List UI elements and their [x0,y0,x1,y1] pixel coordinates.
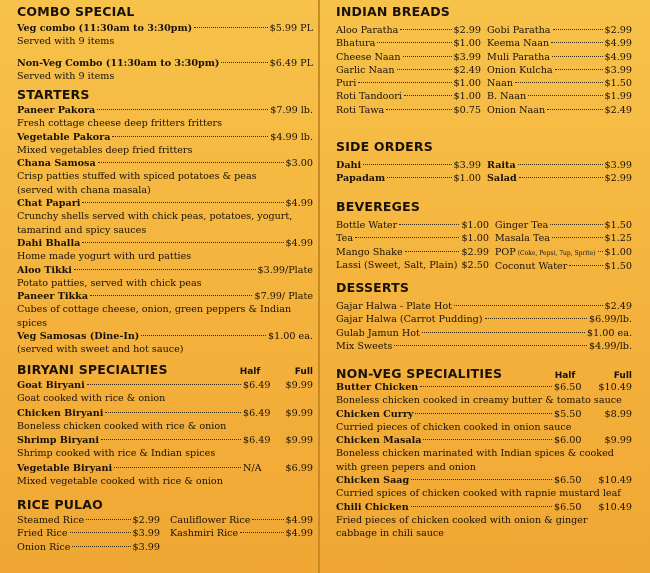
leader-dots [411,506,552,507]
item-desc: Crisp patties stuffed with spiced potatoes & peas [17,171,257,183]
menu-item [17,462,313,475]
item-price: $2.99 [461,246,489,258]
menu-item [17,290,313,303]
item-price: $2.49 [604,104,632,116]
leader-dots [423,439,552,440]
item-name: Shrimp Biryani [17,435,100,447]
menu-item [17,541,160,554]
item-desc: Mixed vegetables deep fried fritters [17,144,193,156]
item-full-price: $8.99 [604,408,632,420]
item-name: Tea [336,233,354,245]
leader-dots [553,29,603,30]
item-desc: Goat cooked with rice & onion [17,393,166,405]
item-name: Paneer Tikka [17,291,89,303]
item-name: Coconut Water [494,260,568,272]
leader-dots [252,519,283,520]
menu-item [495,232,632,245]
item-name: Lassi (Sweet, Salt, Plain) [336,259,458,271]
menu-item [336,300,632,313]
item-name: Muli Paratha [487,51,550,63]
item-price: $1.00 [461,233,489,245]
item-name: Mix Sweets [336,340,393,352]
item-name: Vegetable Pakora [17,131,111,143]
leader-dots [98,162,284,163]
item-full-price: $10.49 [598,382,632,393]
menu-item [336,104,481,117]
leader-dots [90,295,252,296]
leader-dots [519,177,603,178]
menu-item [487,24,632,37]
leader-dots [411,479,552,480]
item-desc: Boneless chicken marinated with Indian spices & cooked [336,448,614,460]
item-desc: Fried pieces of chicken cooked with onion & ginger [336,514,588,526]
item-name: Chicken Masala [336,435,422,447]
leader-dots [387,177,451,178]
leader-dots [598,251,603,252]
beverages-section [336,199,632,273]
item-desc: (served with chana masala) [17,184,151,196]
full-header: Full [613,371,632,381]
section-title: BEVEREGES [336,199,421,214]
menu-item [336,501,632,514]
leader-dots [550,224,602,225]
leader-dots [74,269,256,270]
leader-dots [194,27,267,28]
item-name: Onion Kulcha [487,64,553,76]
item-price: $1.99 [604,91,632,103]
item-name: Keema Naan [487,38,550,50]
item-name: Vegetable Biryani [17,462,113,474]
item-price: $2.99 [604,173,632,185]
item-price: $5.99 PL [269,23,313,34]
item-name: Mango Shake [336,246,403,258]
item-price: $4.99 [604,51,632,63]
starters-section [17,87,313,357]
item-half-price: $6.49 [243,407,271,419]
item-full-price: $9.99 [285,407,313,419]
item-price: $3.99 [132,541,160,553]
item-name: Roti Tawa [336,104,385,116]
menu-item [336,434,632,447]
item-price: $1.50 [604,220,632,231]
item-full-price: $6.99 [285,462,313,474]
item-price: $4.99 [604,38,632,50]
item-half-price: N/A [243,462,262,474]
leader-dots [420,386,552,387]
item-price: $4.99 [285,515,313,526]
menu-item [336,77,481,90]
menu-item [336,408,632,421]
item-name: Kashmiri Rice [170,528,239,540]
item-desc: Boneless chicken cooked with rice & onion [17,420,227,432]
menu-item [487,37,632,50]
item-price: $2.49 [604,301,632,312]
column-divider [318,0,320,573]
non-veg-section [336,365,632,541]
item-name: Gajar Halwa - Plate Hot [336,301,452,312]
leader-dots [405,251,460,252]
menu-item [487,159,632,172]
item-name: Gobi Paratha [487,25,551,36]
menu-item [495,246,632,260]
leader-dots [518,164,603,165]
item-name: Butter Chicken [336,382,419,393]
item-name: Masala Tea [494,233,550,245]
item-desc: Served with 9 items [17,36,115,48]
leader-dots [221,62,267,63]
menu-item [336,219,489,232]
menu-item [17,434,313,447]
menu-item [336,313,632,326]
leader-dots [569,265,602,266]
leader-dots [355,237,459,238]
item-name: Cauliflower Rice [170,515,251,526]
item-price: $2.49 [453,64,481,76]
item-desc: Potato patties, served with chick peas [17,277,202,289]
menu-item [17,379,313,392]
item-price: $4.99 [285,528,313,540]
item-name: Chana Samosa [17,158,96,170]
item-half-price: $6.49 [243,435,271,447]
item-name: Aloo Paratha [336,25,399,36]
item-name: Dahi Bhalla [17,237,81,249]
menu-item [487,77,632,90]
menu-item [336,474,632,487]
menu-item [170,514,313,527]
leader-dots [547,109,602,110]
item-price: $1.00 [461,220,489,231]
item-name: Chicken Curry [336,408,414,420]
item-price: $7.99/ Plate [254,291,313,303]
item-price: $6.49 PL [269,57,313,69]
menu-item [495,260,632,273]
item-name: Chicken Saag [336,475,410,487]
indian-breads-section [336,4,632,117]
item-price: $2.50 [461,259,489,271]
leader-dots [404,95,452,96]
menu-item [336,327,632,340]
item-price: $1.00 ea. [587,327,632,339]
menu-item [495,219,632,232]
item-desc: Crunchy shells served with chick peas, potatoes, yogurt, [17,211,293,223]
item-name: Veg Samosas (Dine-In) [17,331,140,343]
item-full-price: $9.99 [285,380,313,391]
item-desc: (served with sweet and hot sauce) [17,344,184,356]
item-price: $1.50 [604,78,632,90]
item-name: Aloo Tikki [17,264,72,276]
leader-dots [105,412,241,413]
half-header: Half [239,367,261,377]
item-name: Roti Tandoori [336,91,402,103]
menu-item [487,104,632,117]
item-price: $1.00 [453,38,481,50]
leader-dots [72,546,130,547]
item-price: $1.25 [604,233,632,245]
item-name: Papadam [336,173,386,185]
leader-dots [399,224,459,225]
leader-dots [415,413,552,414]
leader-dots [82,202,283,203]
item-desc: Home made yogurt with urd patties [17,251,192,263]
leader-dots [377,42,451,43]
item-price: $1.00 [453,91,481,103]
menu-item [487,51,632,64]
item-price: $2.99 [132,515,160,526]
item-full-price: $10.49 [598,475,632,487]
leader-dots [358,82,451,83]
menu-item [17,104,313,117]
leader-dots [485,318,587,319]
item-desc: Served with 9 items [17,70,115,82]
item-name: Bottle Water [336,220,398,231]
desserts-section [336,280,632,353]
item-desc: tamarind and spicy sauces [17,224,147,236]
combo-section [17,4,313,83]
biryani-section [17,362,313,488]
leader-dots [400,29,451,30]
leader-dots [386,109,451,110]
item-name: Goat Biryani [17,380,85,391]
item-name: Gajar Halwa (Carrot Pudding) [336,314,483,326]
menu-item [336,172,481,185]
item-name: Gulab Jamun Hot [336,327,420,339]
item-price: $3.99 [604,160,632,171]
section-title: STARTERS [17,87,90,102]
item-desc: Mixed vegetable cooked with rice & onion [17,476,223,488]
item-name: Puri [336,78,357,90]
menu-item [487,90,632,103]
item-desc: with green pepers and onion [336,461,476,473]
item-name: Naan [487,78,514,90]
item-desc: Cubes of cottage cheese, onion, green peppers & Indian spices [17,304,292,329]
item-price: $0.75 [453,104,481,116]
menu-item [17,57,313,70]
menu-item [336,259,489,272]
menu-item [170,527,313,540]
menu-item [336,232,489,245]
section-title: BIRYANI SPECIALTIES [17,362,168,377]
item-price: $4.99 lb. [270,131,313,143]
side-orders-section [336,139,632,186]
item-name: POP [494,246,516,258]
item-half-price: $6.49 [243,380,271,391]
item-desc: cabbage in chili sauce [336,528,444,540]
menu-item [336,51,481,64]
menu-item [17,264,313,277]
menu-item [336,381,632,394]
leader-dots [97,109,268,110]
item-price: $1.00 [604,246,632,258]
item-name: Paneer Pakora [17,105,96,116]
leader-dots [394,345,587,346]
item-desc: Fresh cottage cheese deep fritters fritters [17,118,223,130]
half-header: Half [554,371,576,381]
item-name: Veg combo (11:30am to 3:30pm) [17,23,193,34]
leader-dots [141,335,266,336]
item-price: $6.99/lb. [589,314,632,326]
leader-dots [403,56,452,57]
item-name: Chili Chicken [336,501,409,513]
leader-dots [454,305,603,306]
section-title: NON-VEG SPECIALITIES [336,366,503,381]
leader-dots [363,164,451,165]
item-half-price: $6.50 [554,475,582,487]
item-full-price: $10.49 [598,501,632,513]
item-half-price: $6.50 [554,382,582,393]
item-name: Bhatura [336,38,376,50]
leader-dots [422,332,585,333]
leader-dots [87,384,241,385]
menu-item [17,237,313,250]
menu-item [336,24,481,37]
item-name: Dahi [336,160,362,171]
leader-dots [114,467,241,468]
item-name: Onion Naan [487,104,546,116]
menu-item [336,340,632,353]
section-title: SIDE ORDERS [336,139,433,154]
menu-item [17,330,313,343]
leader-dots [101,439,241,440]
leader-dots [551,42,602,43]
section-title: INDIAN BREADS [336,4,450,19]
item-half-price: $5.50 [554,408,582,420]
leader-dots [82,242,283,243]
item-name: B. Naan [487,91,527,103]
item-price: $3.99 [132,528,160,540]
item-desc: Shrimp cooked with rice & Indian spices [17,448,216,460]
item-name: Chicken Biryani [17,407,104,419]
item-price: $7.99 lb. [270,105,313,116]
item-note: (Coke, Pepsi, 7up, Sprite) [517,249,596,257]
menu-item [17,157,313,170]
item-price: $3.99 [604,64,632,76]
item-name: Garlic Naan [336,64,395,76]
item-price: $1.00 [453,173,481,185]
item-price: $3.00 [285,158,313,170]
item-price: $2.99 [453,25,481,36]
leader-dots [552,56,603,57]
item-price: $3.99 [453,51,481,63]
item-desc: Curried pieces of chicken cooked in onion sauce [336,421,572,433]
menu-item [17,514,160,527]
leader-dots [86,519,130,520]
item-name: Chat Papari [17,198,81,210]
item-desc: Curried spices of chicken cooked with rapnie mustard leaf [336,488,621,500]
rice-pulao-section [17,497,313,554]
item-half-price: $6.00 [554,435,582,447]
item-name: Cheese Naan [336,51,401,63]
menu-item [17,197,313,210]
leader-dots [70,532,131,533]
item-price: $1.50 [604,260,632,272]
leader-dots [555,69,603,70]
item-half-price: $6.50 [554,501,582,513]
item-price: $2.99 [604,25,632,36]
section-title: RICE PULAO [17,497,103,512]
menu-item [17,527,160,540]
item-price: $4.99 [285,237,313,249]
menu-item [336,90,481,103]
item-full-price: $9.99 [604,435,632,447]
menu-item [336,64,481,77]
leader-dots [515,82,603,83]
menu-item [487,64,632,77]
menu-item [336,37,481,50]
menu-item [17,131,313,144]
menu-item [336,246,489,259]
menu-item [17,22,313,35]
leader-dots [397,69,452,70]
leader-dots [552,237,603,238]
leader-dots [112,136,268,137]
item-name: Onion Rice [17,541,71,553]
full-header: Full [294,367,313,377]
item-name: Steamed Rice [17,515,85,526]
item-price: $4.99 [285,198,313,210]
item-price: $1.00 ea. [268,331,313,343]
item-full-price: $9.99 [285,435,313,447]
leader-dots [528,95,602,96]
menu-item [487,172,632,185]
item-desc: Boneless chicken cooked in creamy butter & tomato sauce [336,395,622,407]
item-name: Ginger Tea [494,220,549,231]
item-name: Salad [487,173,517,185]
item-name: Raita [487,160,516,171]
item-name: Fried Rice [17,528,68,540]
item-price: $4.99/lb. [589,340,632,352]
leader-dots [240,532,283,533]
section-title: DESSERTS [336,280,410,295]
menu-item [336,159,481,172]
item-name: Non-Veg Combo (11:30am to 3:30pm) [17,57,220,69]
item-price: $3.99/Plate [257,264,313,276]
menu-item [17,407,313,420]
section-title: COMBO SPECIAL [17,4,135,19]
item-price: $1.00 [453,78,481,90]
item-price: $3.99 [453,160,481,171]
